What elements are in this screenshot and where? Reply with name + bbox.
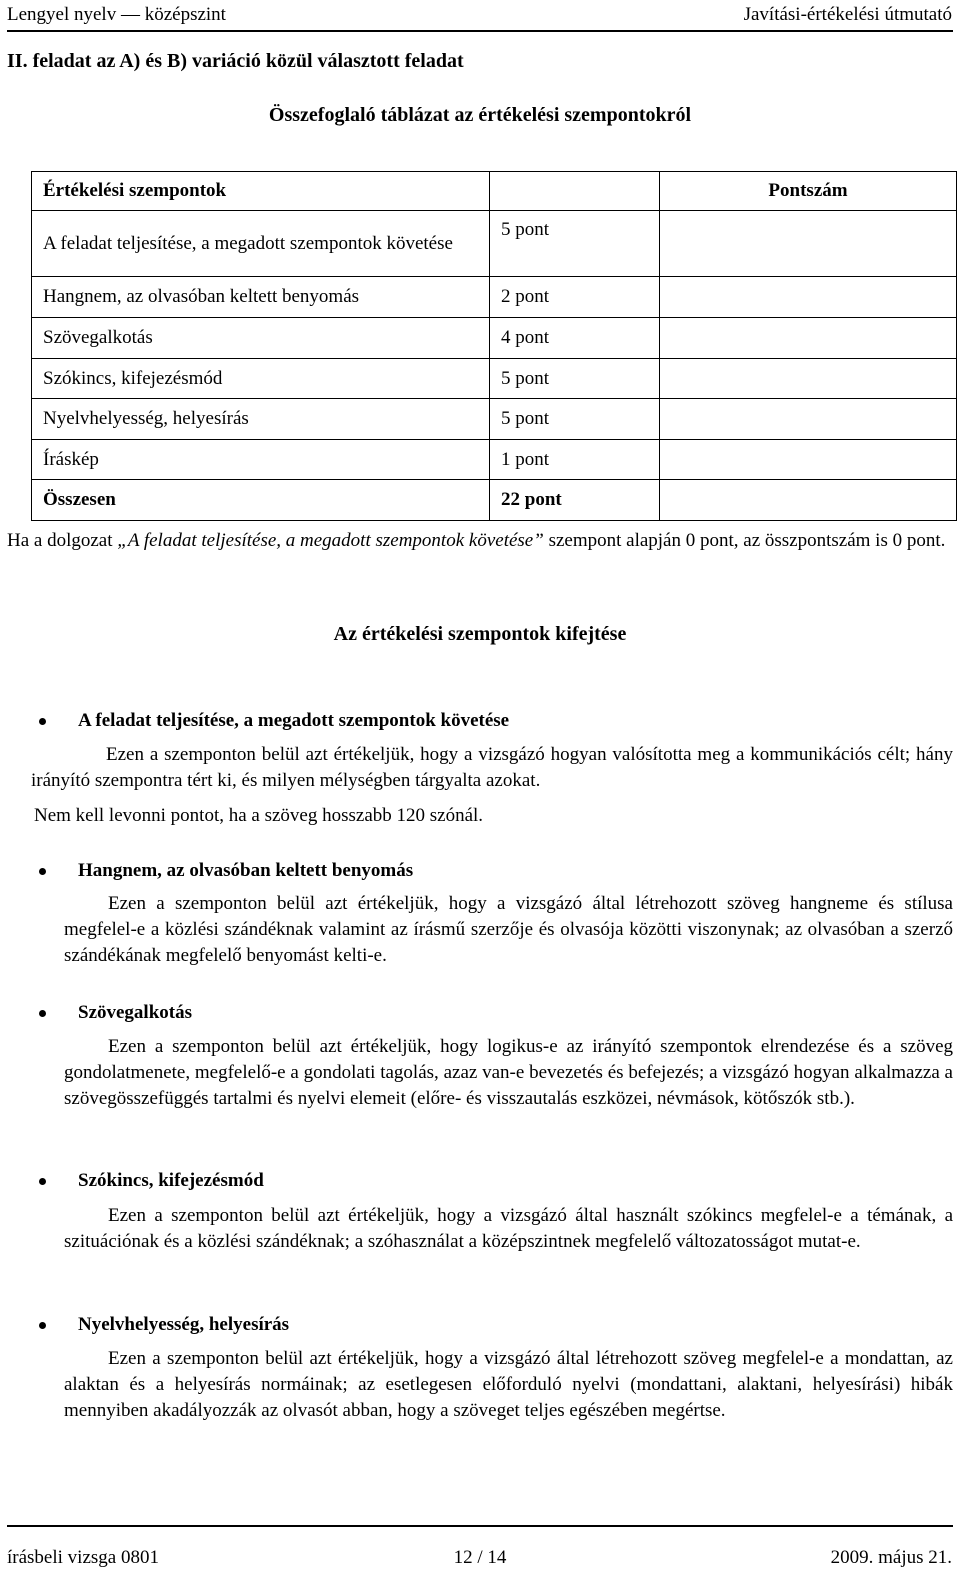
score-cell — [660, 399, 957, 440]
criterion-title: Szövegalkotás — [78, 1002, 192, 1023]
criteria-table — [31, 171, 957, 521]
score-cell — [660, 359, 957, 399]
note-suffix: szempont alapján 0 pont, az összpontszám is 0 pont. — [543, 530, 946, 551]
criterion-title: A feladat teljesítése, a megadott szempontok követése — [78, 710, 510, 731]
note-prefix: Ha a dolgozat — [7, 530, 118, 551]
criterion-cell: A feladat teljesítése, a megadott szempontok követése — [32, 211, 490, 277]
footer-date: 2009. május 21. — [830, 1547, 952, 1568]
col-header-criteria: Értékelési szempontok — [32, 172, 490, 211]
criterion-text: Ezen a szemponton belül azt értékeljük, hogy a vizsgázó által létrehozott szöveg hangneme és stílusa megfelel-e a közlési szándéknak valamint az írásmű szerzője és olvasója közötti viszonynak; az olvasóban a szerző szándékának megfelelő benyomást kelti-e. — [64, 893, 953, 966]
table-row — [32, 399, 957, 440]
points-cell: 5 pont — [490, 399, 660, 440]
bullet-icon — [39, 1322, 46, 1329]
footer-left: írásbeli vizsga 0801 — [7, 1547, 159, 1568]
points-cell: 1 pont — [490, 440, 660, 480]
header-left: Lengyel nyelv — középszint — [7, 4, 226, 25]
criterion-cell: Íráskép — [32, 440, 490, 480]
table-row — [32, 318, 957, 359]
table-row — [32, 359, 957, 399]
points-cell: 2 pont — [490, 277, 660, 318]
bullet-icon — [39, 1010, 46, 1017]
total-score-cell — [660, 480, 957, 521]
table-row — [32, 440, 957, 480]
criterion-cell: Hangnem, az olvasóban keltett benyomás — [32, 277, 490, 318]
footer-rule — [7, 1525, 953, 1527]
criterion-text: Ezen a szemponton belül azt értékeljük, hogy a vizsgázó által használt szókincs megfelel-e a témának, a szituációnak és a közlési szándéknak; a szóhasználat a középszintnek megfelelő változatosságot mutat-e. — [64, 1205, 953, 1252]
note-paragraph — [7, 528, 953, 554]
col-header-points: Pontszám — [660, 172, 957, 211]
table-header-row — [32, 172, 957, 211]
header-right: Javítási-értékelési útmutató — [743, 4, 952, 25]
bullet-icon — [39, 1178, 46, 1185]
bullet-icon — [39, 868, 46, 875]
criterion-text: Ezen a szemponton belül azt értékeljük, hogy a vizsgázó hogyan valósította meg a kommunikációs célt; hány irányító szempontra tért ki, és milyen mélységben tárgyalta azokat. — [31, 744, 953, 791]
footer-page-number: 12 / 14 — [453, 1547, 507, 1568]
criterion-cell: Szövegalkotás — [32, 318, 490, 359]
table-total-row — [32, 480, 957, 521]
criterion-title: Szókincs, kifejezésmód — [78, 1170, 264, 1191]
points-cell: 5 pont — [490, 211, 660, 277]
criterion-title: Hangnem, az olvasóban keltett benyomás — [78, 860, 414, 881]
table-row — [32, 211, 957, 277]
criterion-text: Ezen a szemponton belül azt értékeljük, hogy a vizsgázó által létrehozott szöveg megfelel-e a mondattan, az alaktan és a helyesírás normáinak; az esetlegesen előforduló nyelvi (mondattani, alaktani, helyesírási) hibák mennyiben akadályozzák az olvasót abban, hogy a szöveget teljes egészében megértse. — [64, 1348, 953, 1421]
score-cell — [660, 277, 957, 318]
criterion-extra-text: Nem kell levonni pontot, ha a szöveg hosszabb 120 szónál. — [34, 805, 484, 826]
total-points: 22 pont — [490, 480, 660, 521]
table-title: Összefoglaló táblázat az értékelési szempontokról — [268, 104, 692, 126]
note-italic: „A feladat teljesítése, a megadott szempontok követése” — [117, 530, 544, 551]
points-cell: 5 pont — [490, 359, 660, 399]
criterion-cell: Nyelvhelyesség, helyesírás — [32, 399, 490, 440]
score-cell — [660, 318, 957, 359]
header-rule — [7, 30, 953, 32]
criterion-title: Nyelvhelyesség, helyesírás — [78, 1314, 290, 1335]
score-cell — [660, 440, 957, 480]
table-row — [32, 277, 957, 318]
total-label: Összesen — [32, 480, 490, 521]
criterion-cell: Szókincs, kifejezésmód — [32, 359, 490, 399]
explanation-title: Az értékelési szempontok kifejtése — [333, 623, 627, 645]
bullet-icon — [39, 718, 46, 725]
criterion-text: Ezen a szemponton belül azt értékeljük, hogy logikus-e az irányító szempontok elrendezése és a szöveg gondolatmenete, megfelelő-e a gondolati tagolás, azaz van-e bevezetés és befejezés; a vizsgázó hogyan alkalmazza a szövegösszefüggés tartalmi és nyelvi elemeit (előre- és visszautalás eszközei, névmások, kötőszók stb.). — [64, 1036, 953, 1109]
col-header-empty — [490, 172, 660, 211]
points-cell: 4 pont — [490, 318, 660, 359]
score-cell — [660, 211, 957, 277]
section-title: II. feladat az A) és B) variáció közül választott feladat — [7, 50, 464, 72]
